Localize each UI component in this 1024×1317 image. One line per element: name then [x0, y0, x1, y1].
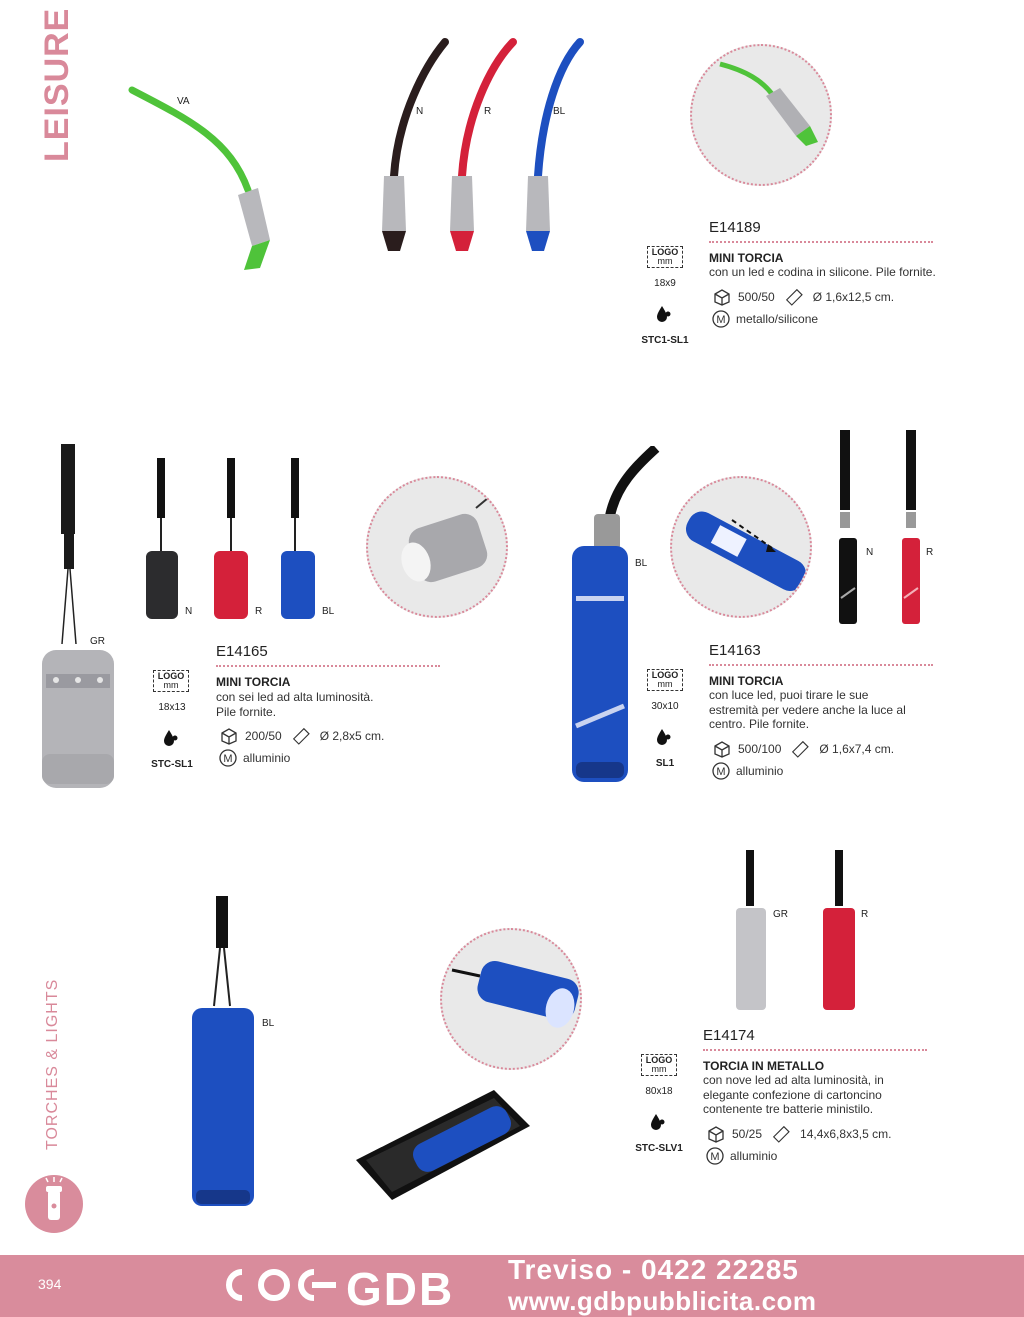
detail-circle-e14165 [366, 476, 508, 618]
packing-spec: 500/50 Ø 1,6x12,5 cm. [712, 288, 894, 306]
print-ref: SL1 [655, 758, 675, 769]
torches-cylinder-colors-image [730, 848, 870, 1014]
print-ref: STC1-SL1 [641, 335, 689, 346]
variant-tag-n: N [866, 547, 874, 558]
product-code: E14174 [703, 1027, 755, 1044]
torches-slim-colors-image [832, 428, 932, 628]
variant-tag-bl: BL [553, 106, 566, 117]
gift-box-image [354, 1088, 534, 1210]
detail-circle-e14163 [670, 476, 812, 618]
ruler-icon [785, 288, 807, 306]
variant-tag-n: N [416, 106, 424, 117]
torches-colors-image [370, 36, 600, 256]
packing-spec: 500/100 Ø 1,6x7,4 cm. [712, 740, 894, 758]
product-title: MINI TORCIA [709, 251, 784, 265]
product-title: MINI TORCIA [709, 674, 784, 688]
ink-drop-icon [649, 1112, 667, 1132]
box-icon [706, 1125, 726, 1143]
variant-tag-gr: GR [773, 909, 788, 920]
divider [216, 665, 440, 667]
product-code: E14165 [216, 643, 268, 660]
logo-area-box: LOGO mm [647, 246, 683, 268]
variant-tag-va: VA [177, 96, 190, 107]
box-icon [219, 727, 239, 745]
divider [709, 241, 933, 243]
logo-size: 30x10 [651, 701, 679, 712]
variant-tag-r: R [926, 547, 934, 558]
material-spec: M alluminio [706, 1147, 777, 1165]
detail-circle-e14189 [690, 44, 832, 186]
packing-spec: 200/50 Ø 2,8x5 cm. [219, 727, 384, 745]
product-title: MINI TORCIA [216, 675, 291, 689]
website-link[interactable]: www.gdbpubblicita.com [508, 1286, 817, 1316]
ruler-icon [791, 740, 813, 758]
torch-category-icon [24, 1174, 84, 1234]
svg-text:M: M [710, 1151, 720, 1163]
brand-logo-icon [212, 1262, 342, 1308]
torch-silver-image [36, 444, 126, 794]
logo-area-box: LOGO mm [153, 670, 189, 692]
product-title: TORCIA IN METALLO [703, 1059, 825, 1073]
product-desc: con un led e codina in silicone. Pile fornite. [709, 265, 936, 279]
packing-spec: 50/25 14,4x6,8x3,5 cm. [706, 1125, 891, 1143]
box-icon [712, 288, 732, 306]
subcategory-label: TORCHES & LIGHTS [44, 978, 61, 1150]
divider [709, 664, 933, 666]
material-icon [712, 762, 730, 780]
product-desc: con nove led ad alta luminosità, in elegante confezione di cartoncino contenente tre batterie ministilo. [703, 1073, 884, 1116]
logo-size: 80x18 [645, 1086, 673, 1097]
variant-tag-bl: BL [635, 558, 648, 569]
page-number: 394 [38, 1276, 62, 1292]
divider [703, 1049, 927, 1051]
svg-text:M: M [716, 314, 726, 326]
logo-size: 18x9 [654, 278, 676, 289]
variant-tag-bl: BL [262, 1018, 275, 1029]
product-code: E14163 [709, 642, 761, 659]
ruler-icon [772, 1125, 794, 1143]
detail-circle-e14174 [440, 928, 582, 1070]
ink-drop-icon [655, 304, 673, 324]
torch-blue-long-image [566, 446, 661, 786]
ink-drop-icon [162, 728, 180, 748]
brand-name: GDB [346, 1263, 455, 1315]
torch-blue-cylinder-image [186, 894, 266, 1210]
svg-text:M: M [716, 766, 726, 778]
variant-tag-bl: BL [322, 606, 335, 617]
contact-phone: Treviso - 0422 22285 [508, 1254, 799, 1285]
material-spec: M alluminio [219, 749, 290, 767]
box-icon [712, 740, 732, 758]
material-spec: M alluminio [712, 762, 783, 780]
print-ref: STC-SL1 [151, 759, 193, 770]
variant-tag-r: R [484, 106, 492, 117]
material-spec: M metallo/silicone [712, 310, 818, 328]
product-desc: con luce led, puoi tirare le sue estremità per vedere anche la luce al centro. Pile fornite. [709, 688, 906, 731]
variant-tag-gr: GR [90, 636, 105, 647]
torch-green-image [120, 80, 280, 280]
variant-tag-n: N [185, 606, 193, 617]
material-icon [712, 310, 730, 328]
ink-drop-icon [655, 727, 673, 747]
svg-text:M: M [223, 753, 233, 765]
material-icon [706, 1147, 724, 1165]
ruler-icon [292, 727, 314, 745]
variant-tag-r: R [255, 606, 263, 617]
product-code: E14189 [709, 219, 761, 236]
logo-area-box: LOGO mm [647, 669, 683, 691]
category-label: LEISURE [38, 7, 76, 162]
logo-size: 18x13 [158, 702, 186, 713]
print-ref: STC-SLV1 [635, 1143, 683, 1154]
variant-tag-r: R [861, 909, 869, 920]
torches-mini-colors-image [140, 456, 340, 626]
material-icon [219, 749, 237, 767]
product-desc: con sei led ad alta luminosità. Pile fornite. [216, 690, 374, 719]
logo-area-box: LOGO mm [641, 1054, 677, 1076]
